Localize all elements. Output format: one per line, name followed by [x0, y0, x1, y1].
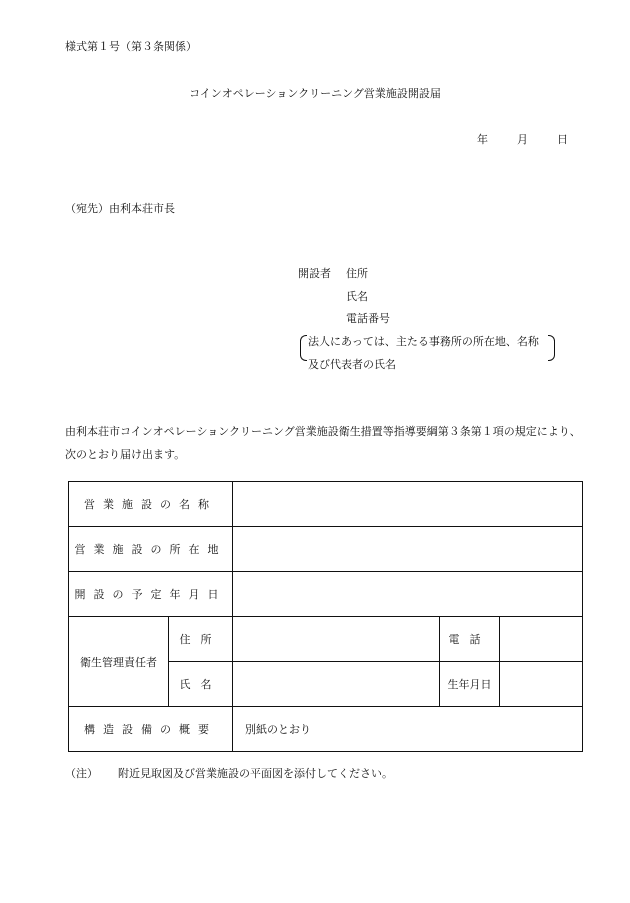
facility-name-label: 営業施設の名称 [69, 482, 233, 527]
manager-address-label: 住所 [169, 617, 233, 662]
table-row [69, 572, 583, 617]
date-day-label: 日 [557, 133, 568, 146]
body-text-line-1: 由利本荘市コインオペレーションクリーニング営業施設衛生措置等指導要綱第３条第１項の規定により、 [65, 425, 581, 438]
table-row [69, 707, 583, 752]
form-number: 様式第１号（第３条関係） [65, 40, 197, 53]
facility-location-label: 営業施設の所在地 [69, 527, 233, 572]
applicant-label: 開設者 [298, 267, 331, 280]
notification-form-table [68, 481, 583, 752]
table-row [69, 527, 583, 572]
document-title: コインオペレーションクリーニング営業施設開設届 [189, 87, 441, 100]
date-month-label: 月 [517, 133, 528, 146]
structure-value[interactable]: 別紙のとおり [233, 707, 583, 752]
facility-location-field[interactable] [233, 527, 583, 572]
date-year-label: 年 [477, 133, 488, 146]
left-bracket [300, 335, 307, 361]
corporate-note-line-1: 法人にあっては、主たる事務所の所在地、名称 [308, 335, 539, 348]
manager-phone-field[interactable] [500, 617, 583, 662]
manager-address-field[interactable] [233, 617, 440, 662]
addressee: （宛先）由利本荘市長 [65, 202, 175, 215]
footnote-mark: （注） [65, 767, 98, 780]
right-bracket [548, 335, 555, 361]
corporate-note-line-2: 及び代表者の氏名 [308, 358, 396, 371]
manager-label: 衛生管理責任者 [69, 617, 169, 707]
table-row [69, 617, 583, 662]
facility-name-field[interactable] [233, 482, 583, 527]
footnote [65, 765, 393, 781]
opening-date-field[interactable] [233, 572, 583, 617]
applicant-address-label: 住所 [346, 267, 368, 280]
table-row [69, 482, 583, 527]
manager-name-field[interactable] [233, 662, 440, 707]
manager-phone-label: 電話 [440, 617, 500, 662]
manager-name-label: 氏名 [169, 662, 233, 707]
body-text-line-2: 次のとおり届け出ます。 [65, 448, 186, 461]
opening-date-label: 開設の予定年月日 [69, 572, 233, 617]
manager-birthdate-label: 生年月日 [440, 662, 500, 707]
applicant-name-label: 氏名 [346, 290, 368, 303]
applicant-phone-label: 電話番号 [346, 312, 390, 325]
manager-birthdate-field[interactable] [500, 662, 583, 707]
footnote-text: 附近見取図及び営業施設の平面図を添付してください。 [118, 767, 393, 780]
structure-label: 構造設備の概要 [69, 707, 233, 752]
